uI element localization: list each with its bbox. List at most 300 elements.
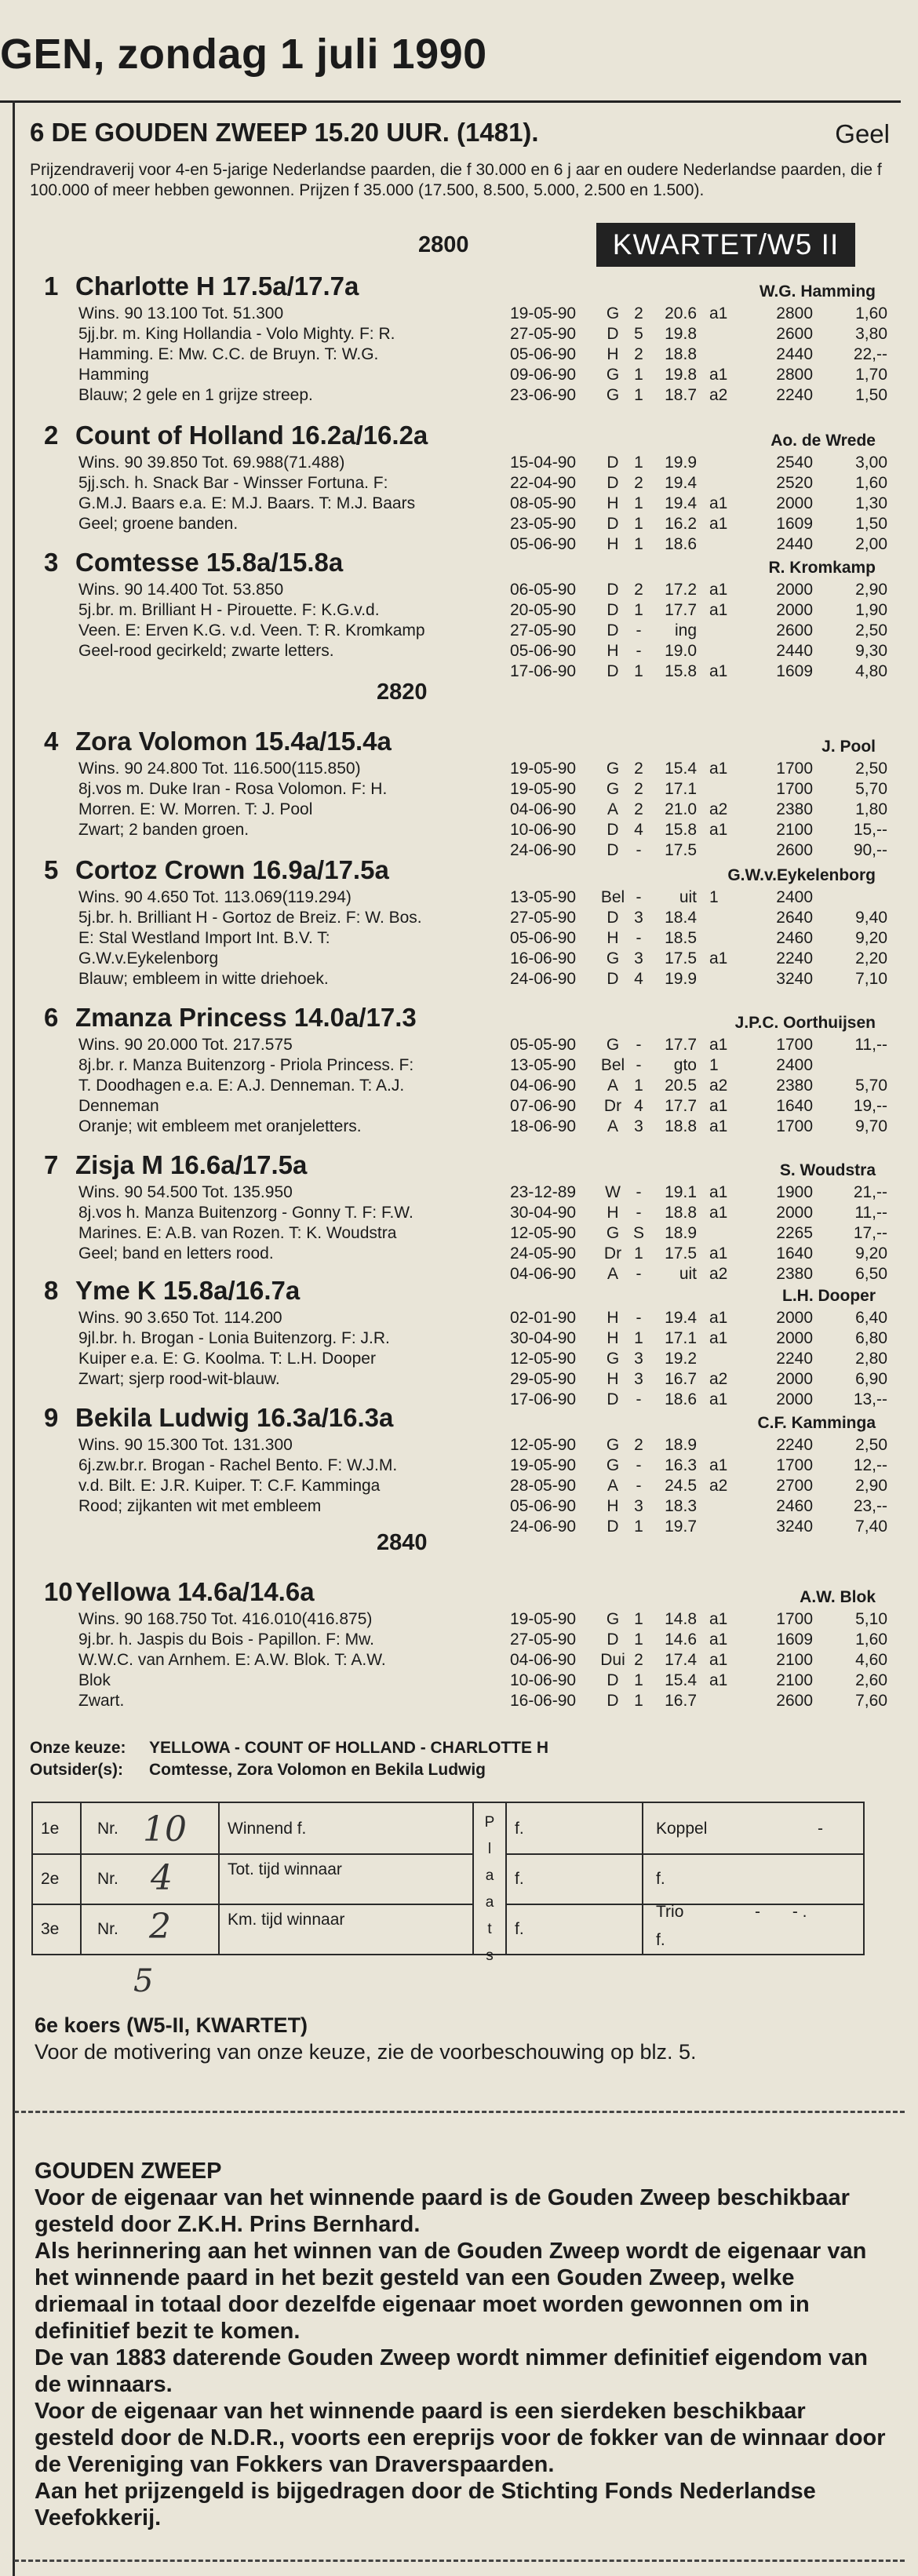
result-date: 23-06-90 — [510, 386, 577, 404]
top-rule — [0, 100, 901, 103]
result-place: 1 — [634, 366, 643, 384]
result-track: G — [606, 949, 620, 967]
outsider-label: Outsider(s): — [30, 1761, 124, 1779]
horse-info-line: 9j.br. h. Jaspis du Bois - Papillon. F: Mw. — [78, 1630, 374, 1649]
result-date: 28-05-90 — [510, 1477, 577, 1495]
result-time: 18.9 — [665, 1436, 697, 1454]
result-distance: 1640 — [776, 1244, 813, 1262]
result-odds: 7,60 — [855, 1692, 887, 1710]
result-distance: 2000 — [776, 1329, 813, 1347]
race-title: 6 DE GOUDEN ZWEEP 15.20 UUR. (1481). — [30, 118, 539, 147]
result-start: a1 — [709, 1117, 728, 1135]
result-distance: 2520 — [776, 474, 813, 492]
result-track: G — [606, 1224, 620, 1242]
result-place: - — [636, 1456, 642, 1474]
result-odds: 4,60 — [855, 1651, 887, 1669]
result-distance: 2600 — [776, 841, 813, 859]
result-time: 17.5 — [665, 841, 697, 859]
result-odds: 11,-- — [854, 1036, 887, 1054]
result-distance: 1900 — [776, 1183, 813, 1201]
result-place: 3 — [634, 909, 643, 927]
f-label: f. — [515, 1820, 524, 1838]
horse-info-line: Rood; zijkanten wit met embleem — [78, 1497, 322, 1515]
result-time: 16.7 — [665, 1692, 697, 1710]
horse-entry — [36, 421, 887, 553]
result-place: 3 — [634, 1117, 643, 1135]
result-distance: 2540 — [776, 454, 813, 472]
result-time: 16.2 — [665, 515, 697, 533]
result-distance: 2460 — [776, 1497, 813, 1515]
result-time: 17.7 — [665, 601, 697, 619]
horse-number: 10 — [44, 1577, 73, 1606]
result-odds: 9,20 — [855, 929, 887, 947]
horse-info-line: Zwart; sjerp rood-wit-blauw. — [78, 1370, 280, 1388]
next-race-title: 6e koers (W5-II, KWARTET) — [35, 2013, 308, 2037]
result-track: D — [607, 1630, 619, 1649]
trio-label: Trio — [656, 1903, 684, 1921]
result-time: 20.6 — [665, 304, 697, 322]
result-place: 1 — [634, 1518, 643, 1536]
horse-info-line: 8j.vos m. Duke Iran - Rosa Volomon. F: H. — [78, 780, 388, 798]
horse-entry — [36, 1150, 887, 1283]
result-odds: 1,70 — [855, 366, 887, 384]
result-odds: 1,50 — [855, 515, 887, 533]
horse-name: Zisja M 16.6a/17.5a — [75, 1150, 308, 1179]
f-label: f. — [515, 1920, 524, 1938]
result-odds: 5,70 — [855, 780, 887, 798]
result-start: a2 — [709, 386, 728, 404]
horse-info-line: G.W.v.Eykelenborg — [78, 949, 219, 967]
result-time: 24.5 — [665, 1477, 697, 1495]
left-column-rule — [13, 100, 15, 2576]
result-time: 18.6 — [665, 1390, 697, 1408]
result-place: 1 — [634, 601, 643, 619]
horse-number: 8 — [44, 1276, 59, 1305]
result-place: 2 — [634, 345, 643, 363]
result-distance: 1609 — [776, 515, 813, 533]
result-track: A — [607, 1117, 618, 1135]
result-date: 13-05-90 — [510, 888, 577, 906]
result-track: H — [607, 1370, 619, 1388]
result-place: - — [636, 1183, 642, 1201]
result-odds: 15,-- — [853, 821, 887, 839]
horse-info-line: Geel; groene banden. — [78, 515, 239, 533]
result-distance: 2240 — [776, 949, 813, 967]
result-start: a1 — [709, 949, 728, 967]
result-place: 2 — [634, 780, 643, 798]
result-date: 08-05-90 — [510, 494, 577, 512]
result-track: G — [606, 1610, 620, 1628]
result-date: 15-04-90 — [510, 454, 577, 472]
result-place: - — [636, 1309, 642, 1327]
result-track: D — [607, 325, 619, 343]
horse-entry — [36, 548, 887, 680]
gouden-zweep-paragraph: Voor de eigenaar van het winnende paard is een sierdeken beschikbaar gesteld door de N.D.R., voorts een ereprijs voor de fokker van de winnaar door de Vereniging van Fokkers van Draverspaarden. — [35, 2399, 886, 2477]
horse-number: 9 — [44, 1403, 59, 1432]
result-date: 16-06-90 — [510, 1692, 577, 1710]
result-place: - — [636, 841, 642, 859]
result-time: 15.4 — [665, 760, 697, 778]
horse-trainer: J. Pool — [821, 738, 876, 756]
result-place: 1 — [634, 1077, 643, 1095]
result-time: 15.8 — [665, 662, 697, 680]
result-date: 30-04-90 — [510, 1204, 577, 1222]
result-distance: 3240 — [776, 970, 813, 988]
result-track: D — [607, 909, 619, 927]
result-start: a1 — [709, 1610, 728, 1628]
result-time: 19.0 — [665, 642, 697, 660]
gouden-zweep-paragraph: Voor de eigenaar van het winnende paard is de Gouden Zweep beschikbaar gesteld door Z.K.H. Prins Bernhard. — [35, 2185, 850, 2237]
result-distance: 2000 — [776, 1309, 813, 1327]
horse-number: 3 — [44, 548, 59, 577]
result-distance: 2380 — [776, 1265, 813, 1283]
result-distance: 2000 — [776, 1204, 813, 1222]
result-track: G — [606, 760, 620, 778]
result-start: a2 — [709, 1077, 728, 1095]
result-distance: 2800 — [776, 366, 813, 384]
result-track: H — [607, 1204, 619, 1222]
horse-info-line: Wins. 90 14.400 Tot. 53.850 — [78, 581, 284, 599]
result-track: A — [607, 1477, 618, 1495]
result-track: Dr — [603, 1097, 622, 1115]
result-place: - — [636, 888, 642, 906]
result-distance: 1700 — [776, 1036, 813, 1054]
result-track: D — [607, 821, 619, 839]
horse-trainer: S. Woudstra — [779, 1161, 876, 1179]
result-time: 17.4 — [665, 1651, 697, 1669]
result-distance: 1609 — [776, 662, 813, 680]
result-distance: 2600 — [776, 621, 813, 639]
result-track: D — [607, 601, 619, 619]
result-track: G — [606, 304, 620, 322]
result-distance: 2380 — [776, 1077, 813, 1095]
horse-header — [36, 1403, 876, 1436]
result-start: a1 — [709, 515, 728, 533]
horse-info-line: T. Doodhagen e.a. E: A.J. Denneman. T: A.J. — [78, 1077, 405, 1095]
result-track: D — [607, 621, 619, 639]
result-place: 2 — [634, 800, 643, 818]
result-date: 04-06-90 — [510, 1077, 577, 1095]
result-track: H — [607, 642, 619, 660]
result-date: 16-06-90 — [510, 949, 577, 967]
horse-name: Cortoz Crown 16.9a/17.5a — [75, 855, 389, 884]
gouden-zweep-paragraph: Aan het prijzengeld is bijgedragen door de Stichting Fonds Nederlandse Veefokkerij. — [35, 2479, 816, 2530]
result-time: ing — [674, 621, 697, 639]
result-distance: 1640 — [776, 1097, 813, 1115]
result-date: 20-05-90 — [510, 601, 577, 619]
result-date: 27-05-90 — [510, 1630, 577, 1649]
result-odds: 1,30 — [855, 494, 887, 512]
result-time: 18.8 — [665, 345, 697, 363]
result-place: 1 — [634, 454, 643, 472]
result-track: D — [607, 581, 619, 599]
result-distance: 2000 — [776, 1390, 813, 1408]
dashed-divider — [14, 2560, 905, 2562]
result-odds: 6,40 — [855, 1309, 887, 1327]
horse-info-line: Morren. E: W. Morren. T: J. Pool — [78, 800, 313, 818]
result-odds: 90,-- — [853, 841, 887, 859]
result-place: 1 — [634, 1671, 643, 1689]
result-time: 17.1 — [665, 780, 697, 798]
place-1: 1e — [41, 1820, 60, 1838]
result-distance: 2000 — [776, 1370, 813, 1388]
result-place: 1 — [634, 1244, 643, 1262]
result-date: 24-06-90 — [510, 970, 577, 988]
result-track: Dr — [603, 1244, 622, 1262]
result-track: G — [606, 1456, 620, 1474]
result-track: H — [607, 929, 619, 947]
result-start: a1 — [709, 1244, 728, 1262]
result-track: G — [606, 1350, 620, 1368]
result-date: 19-05-90 — [510, 1456, 577, 1474]
result-date: 12-05-90 — [510, 1436, 577, 1454]
horse-entry — [36, 271, 887, 404]
result-place: - — [636, 1036, 642, 1054]
trio-f: f. — [656, 1931, 665, 1949]
result-date: 10-06-90 — [510, 821, 577, 839]
result-distance: 2700 — [776, 1477, 813, 1495]
result-place: 1 — [634, 1329, 643, 1347]
horse-name: Yme K 15.8a/16.7a — [75, 1276, 301, 1305]
result-odds: 1,50 — [855, 386, 887, 404]
horse-info-line: Zwart; 2 banden groen. — [78, 821, 250, 839]
horse-info-line: 6j.zw.br.r. Brogan - Rachel Bento. F: W.J.M. — [78, 1456, 398, 1474]
result-date: 12-05-90 — [510, 1224, 577, 1242]
result-place: - — [636, 1204, 642, 1222]
result-place: 1 — [634, 386, 643, 404]
horse-number: 4 — [44, 727, 59, 756]
result-place: - — [636, 1390, 642, 1408]
plaats-label: P l a a t s — [484, 1814, 495, 1964]
result-track: H — [607, 1309, 619, 1327]
result-distance: 2265 — [776, 1224, 813, 1242]
kwartet-badge: KWARTET/W5 II — [596, 223, 855, 267]
result-distance: 2640 — [776, 909, 813, 927]
result-track: H — [607, 1497, 619, 1515]
result-distance: 2240 — [776, 1350, 813, 1368]
result-place: 2 — [634, 1436, 643, 1454]
horse-header — [36, 727, 876, 760]
result-time: 17.5 — [665, 949, 697, 967]
result-distance: 2600 — [776, 1692, 813, 1710]
result-date: 18-06-90 — [510, 1117, 577, 1135]
result-distance: 2440 — [776, 345, 813, 363]
result-date: 29-05-90 — [510, 1370, 577, 1388]
horse-info-line: Geel-rood gecirkeld; zwarte letters. — [78, 642, 334, 660]
result-distance: 1700 — [776, 1117, 813, 1135]
result-time: 17.5 — [665, 1244, 697, 1262]
result-date: 23-05-90 — [510, 515, 577, 533]
result-track: G — [606, 366, 620, 384]
result-start: a1 — [709, 1630, 728, 1649]
result-odds: 9,20 — [855, 1244, 887, 1262]
result-distance: 1609 — [776, 1630, 813, 1649]
result-start: a1 — [709, 821, 728, 839]
result-distance: 2400 — [776, 1056, 813, 1074]
result-odds: 5,10 — [855, 1610, 887, 1628]
result-track: G — [606, 1036, 620, 1054]
result-track: A — [607, 1265, 618, 1283]
result-date: 24-06-90 — [510, 841, 577, 859]
result-date: 06-05-90 — [510, 581, 577, 599]
result-date: 05-06-90 — [510, 642, 577, 660]
result-time: 19.9 — [665, 454, 697, 472]
distance-label: 2820 — [377, 680, 428, 705]
horse-info-line: Zwart. — [78, 1692, 125, 1710]
result-start: a2 — [709, 800, 728, 818]
result-time: 18.3 — [665, 1497, 697, 1515]
gouden-zweep-title: GOUDEN ZWEEP — [35, 2159, 222, 2184]
result-date: 10-06-90 — [510, 1671, 577, 1689]
result-place: 4 — [634, 1097, 643, 1115]
horse-info-line: Geel; band en letters rood. — [78, 1244, 274, 1262]
result-time: 17.1 — [665, 1329, 697, 1347]
result-distance: 2100 — [776, 821, 813, 839]
result-date: 19-05-90 — [510, 780, 577, 798]
result-start: a1 — [709, 1390, 728, 1408]
result-track: G — [606, 1436, 620, 1454]
result-distance: 1700 — [776, 780, 813, 798]
horse-header — [36, 548, 876, 581]
horse-header — [36, 1276, 876, 1309]
result-odds: 6,50 — [855, 1265, 887, 1283]
result-time: 17.2 — [665, 581, 697, 599]
horse-header — [36, 421, 876, 454]
result-place: 4 — [634, 821, 643, 839]
result-place: 4 — [634, 970, 643, 988]
horse-info-line: Blok — [78, 1671, 111, 1689]
result-track: Bel — [600, 888, 625, 906]
result-track: D — [607, 1671, 619, 1689]
result-date: 07-06-90 — [510, 1097, 577, 1115]
horse-entry — [36, 1003, 887, 1135]
horse-info-line: Wins. 90 20.000 Tot. 217.575 — [78, 1036, 293, 1054]
result-start: a1 — [709, 601, 728, 619]
result-start: a1 — [709, 304, 728, 322]
result-track: D — [607, 970, 619, 988]
result-time: 17.7 — [665, 1097, 697, 1115]
horse-info-line: v.d. Bilt. E: J.R. Kuiper. T: C.F. Kamminga — [78, 1477, 381, 1495]
result-start: a2 — [709, 1370, 728, 1388]
result-track: H — [607, 494, 619, 512]
result-date: 05-06-90 — [510, 929, 577, 947]
result-distance: 1700 — [776, 760, 813, 778]
result-time: 16.3 — [665, 1456, 697, 1474]
distance-label: 2840 — [377, 1530, 428, 1555]
winnend-label: Winnend f. — [228, 1820, 307, 1838]
result-track: Bel — [600, 1056, 625, 1074]
result-place: 2 — [634, 304, 643, 322]
result-date: 19-05-90 — [510, 304, 577, 322]
result-distance: 2600 — [776, 325, 813, 343]
tot-tijd-label: Tot. tijd winnaar — [228, 1860, 342, 1878]
result-place: 1 — [634, 494, 643, 512]
horse-info-line: 5j.br. h. Brilliant H - Gortoz de Breiz. F: W. Bos. — [78, 909, 422, 927]
result-distance: 2240 — [776, 1436, 813, 1454]
result-time: 19.8 — [665, 366, 697, 384]
result-place: 5 — [634, 325, 643, 343]
result-track: W — [605, 1183, 621, 1201]
result-form-table — [31, 1802, 865, 1964]
result-odds: 7,40 — [855, 1518, 887, 1536]
result-time: 19.4 — [665, 1309, 697, 1327]
result-odds: 2,00 — [855, 535, 887, 553]
horse-header — [36, 271, 876, 304]
result-track: D — [607, 1518, 619, 1536]
horse-info-line: Wins. 90 15.300 Tot. 131.300 — [78, 1436, 293, 1454]
result-time: 19.7 — [665, 1518, 697, 1536]
horse-info-line: Blauw; 2 gele en 1 grijze streep. — [78, 386, 313, 404]
result-odds: 9,70 — [855, 1117, 887, 1135]
gouden-zweep-paragraph: Als herinnering aan het winnen van de Gouden Zweep wordt de eigenaar van het winnende paard in het bezit gesteld van een Gouden Zweep, welke driemaal in totaal door dezelfde eigenaar moet worden gewonnen om in definitief bezit te komen. — [35, 2239, 867, 2344]
result-odds: 19,-- — [853, 1097, 887, 1115]
result-distance: 2000 — [776, 494, 813, 512]
result-time: 20.5 — [665, 1077, 697, 1095]
result-odds: 12,-- — [853, 1456, 887, 1474]
result-odds: 17,-- — [853, 1224, 887, 1242]
outsider-value: Comtesse, Zora Volomon en Bekila Ludwig — [149, 1761, 486, 1779]
result-place: - — [636, 642, 642, 660]
result-track: D — [607, 1390, 619, 1408]
result-place: 3 — [634, 949, 643, 967]
result-place: - — [636, 621, 642, 639]
result-distance: 3240 — [776, 1518, 813, 1536]
horse-info-line: 9jl.br. h. Brogan - Lonia Buitenzorg. F: J.R. — [78, 1329, 390, 1347]
result-time: uit — [679, 1265, 697, 1283]
result-track: G — [606, 780, 620, 798]
horse-info-line: 5j.br. m. Brilliant H - Pirouette. F: K.G.v.d. — [78, 601, 380, 619]
result-date: 17-06-90 — [510, 662, 577, 680]
result-place: 3 — [634, 1370, 643, 1388]
horse-trainer: L.H. Dooper — [782, 1287, 876, 1305]
horse-number: 2 — [44, 421, 59, 450]
result-time: 18.5 — [665, 929, 697, 947]
horse-info-line: Wins. 90 13.100 Tot. 51.300 — [78, 304, 284, 322]
result-time: 19.1 — [665, 1183, 697, 1201]
next-race-note: Voor de motivering van onze keuze, zie de voorbeschouwing op blz. 5. — [35, 2040, 697, 2064]
result-start: a1 — [709, 1329, 728, 1347]
result-start: a2 — [709, 1477, 728, 1495]
result-track: D — [607, 1692, 619, 1710]
koppel-dash: - — [818, 1820, 823, 1838]
horse-trainer: G.W.v.Eykelenborg — [727, 866, 876, 884]
result-odds: 3,80 — [855, 325, 887, 343]
result-place: 2 — [634, 760, 643, 778]
result-odds: 2,90 — [855, 581, 887, 599]
result-place: 3 — [634, 1350, 643, 1368]
horse-name: Charlotte H 17.5a/17.7a — [75, 271, 359, 301]
horse-info-line: Wins. 90 54.500 Tot. 135.950 — [78, 1183, 293, 1201]
horse-header — [36, 855, 876, 888]
result-date: 05-06-90 — [510, 345, 577, 363]
handwritten-nr-1: 10 — [143, 1809, 187, 1849]
result-odds: 3,00 — [855, 454, 887, 472]
nr-label: Nr. — [97, 1870, 118, 1888]
our-pick-label: Onze keuze: — [30, 1739, 126, 1757]
page-headline: GEN, zondag 1 juli 1990 — [0, 31, 487, 78]
place-3: 3e — [41, 1920, 60, 1938]
result-time: uit — [679, 888, 697, 906]
horse-name: Count of Holland 16.2a/16.2a — [75, 421, 428, 450]
result-time: 18.8 — [665, 1117, 697, 1135]
result-odds: 2,50 — [855, 1436, 887, 1454]
result-time: 14.8 — [665, 1610, 697, 1628]
koppel-f: f. — [656, 1870, 665, 1888]
result-date: 19-05-90 — [510, 1610, 577, 1628]
result-track: H — [607, 1329, 619, 1347]
result-date: 04-06-90 — [510, 1651, 577, 1669]
result-odds: 2,90 — [855, 1477, 887, 1495]
